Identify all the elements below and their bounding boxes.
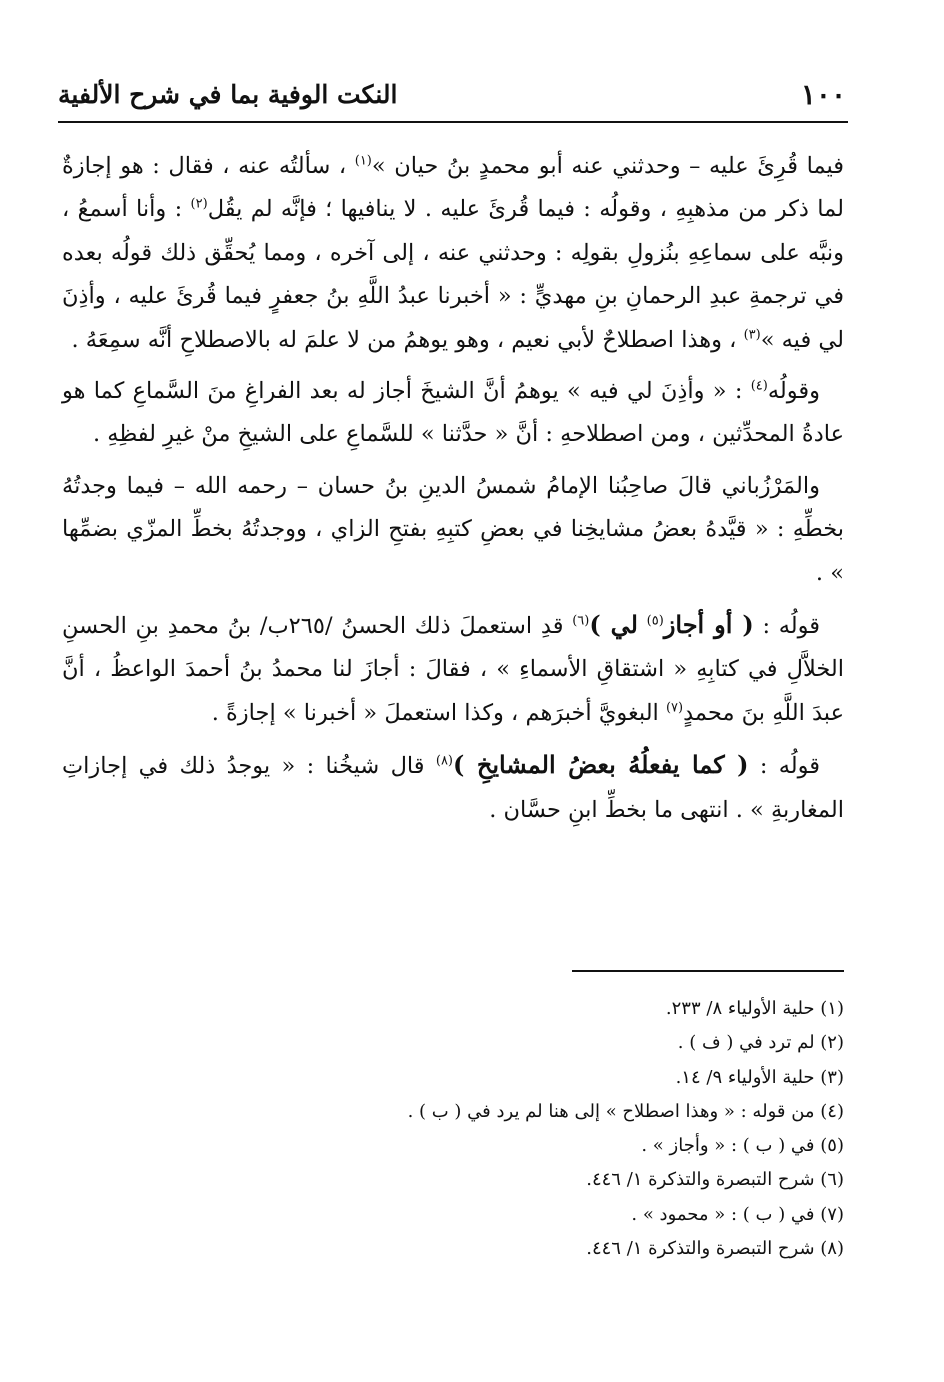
footnote: (٧) في ( ب ) : « محمود » . bbox=[631, 1203, 844, 1225]
main-text bbox=[62, 145, 844, 840]
footnote-ref[interactable]: (٤) bbox=[750, 378, 768, 394]
footnote: (١) حلية الأولياء ٨/ ٢٣٣. bbox=[665, 998, 844, 1019]
header-rule bbox=[58, 121, 848, 123]
paragraph-3 bbox=[62, 465, 844, 595]
footnote-separator bbox=[572, 970, 844, 972]
text-run: : « وأذِنَ لي فيه » يوهمُ أنَّ الشيخَ أجاز له بعد الفراغِ منَ السَّماعِ كما هو عادةُ المحدِّثين ، ومن اصطلاحهِ : أنَّ « حدَّثنا » للسَّماعِ على الشيخِ منْ غيرِ لفظِهِ . bbox=[62, 378, 844, 448]
quoted-phrase: ( كما يفعلُهُ بعضُ المشايخِ ) bbox=[453, 750, 749, 780]
paragraph-5 bbox=[62, 743, 844, 832]
page-header bbox=[58, 72, 846, 116]
text-run: ، وهذا اصطلاحٌ لأبي نعيم ، وهو يوهمُ من لا علمَ له بالاصطلاحِ أنَّه سمِعَهُ . bbox=[71, 326, 737, 353]
text-run: قولُه : bbox=[759, 753, 820, 780]
footnote-ref[interactable]: (٦) bbox=[572, 613, 590, 629]
footnote: (٢) لم ترد في ( ف ) . bbox=[677, 1032, 844, 1054]
footnote-ref[interactable]: (٣) bbox=[743, 327, 761, 343]
footnote-ref[interactable]: (٨) bbox=[435, 753, 453, 769]
footnote-ref[interactable]: (٧) bbox=[665, 700, 684, 716]
footnote: (٥) في ( ب ) : « وأجاز » . bbox=[641, 1135, 844, 1157]
paragraph-1 bbox=[62, 145, 844, 362]
text-run: : وأنا أسمعُ ، ونبَّه على سماعِهِ بنُزولِ بقولِه : وحدثني عنه ، إلى آخره ، ومما يُحقِّق ذلك قولُه بعده في ترجمةِ عبدِ الرحمانِ بنِ مهديٍّ : « أخبرنا عبدُ اللَّهِ بنُ جعفرٍ فيما قُرئَ عليه ، وأذِنَ لي فيه » bbox=[62, 196, 844, 353]
text-run: ، سألتُه عنه ، فقال : هو إجازةٌ لما ذكر من مذهبِهِ ، وقولُه : فيما قُرئَ عليه . لا ينافيها ؛ فإنَّه لم يقُل bbox=[62, 153, 844, 223]
text-run: قدِ استعملَ ذلك الحسنُ /٢٦٥ب/ بنُ محمدِ بنِ الحسنِ الخلاَّلِ في كتابِهِ « اشتقاقِ الأسماءِ » ، فقالَ : أجازَ لنا محمدُ بنُ أحمدَ الواعظُ ، أنَّ عبدَ اللَّهِ بنَ محمدٍ bbox=[62, 613, 844, 726]
text-run: وقولُه bbox=[767, 378, 820, 405]
running-title: النكت الوفية بما في شرح الألفية bbox=[58, 79, 398, 109]
quoted-phrase: ( أو أجاز bbox=[663, 610, 754, 640]
paragraph-2 bbox=[62, 370, 844, 457]
text-run: والمَرْزُباني قالَ صاحِبُنا الإمامُ شمسُ الدينِ بنُ حسان – رحمه الله – فيما وجدتُهُ بخطِّهِ : « قيَّدهُ بعضُ مشايخِنا في بعضِ كتبِهِ بفتحِ الزاي ، ووجدتُهُ بخطِّ المزّي بضمِّها » . bbox=[62, 472, 844, 586]
footnote: (٣) حلية الأولياء ٩/ ١٤. bbox=[675, 1066, 844, 1088]
text-run: البغويَّ أخبرَهم ، وكذا استعملَ « أخبرنا » إجازةً . bbox=[211, 699, 659, 726]
text-run: قال شيخُنا : « يوجدُ ذلك في إجازاتِ المغاربةِ » . انتهى ما بخطِّ ابنِ حسَّان . bbox=[62, 753, 844, 823]
footnote-ref[interactable]: (١) bbox=[354, 153, 372, 169]
footnote: (٨) شرح التبصرة والتذكرة ١/ ٤٤٦. bbox=[586, 1238, 844, 1260]
text-run: فيما قُرِئَ عليه – وحدثني عنه أبو محمدٍ بنُ حيان » bbox=[371, 153, 844, 179]
page-number: ١٠٠ bbox=[800, 77, 846, 111]
paragraph-4 bbox=[62, 603, 844, 735]
footnote-ref[interactable]: (٢) bbox=[190, 196, 208, 212]
text-run: قولُه : bbox=[762, 613, 821, 640]
footnote: (٦) شرح التبصرة والتذكرة ١/ ٤٤٦. bbox=[586, 1169, 844, 1191]
quoted-phrase: لي ) bbox=[589, 610, 638, 640]
footnote: (٤) من قوله : « وهذا اصطلاح » إلى هنا لم يرد في ( ب ) . bbox=[407, 1100, 844, 1122]
footnote-ref[interactable]: (٥) bbox=[646, 613, 664, 629]
footnotes bbox=[62, 992, 844, 1266]
